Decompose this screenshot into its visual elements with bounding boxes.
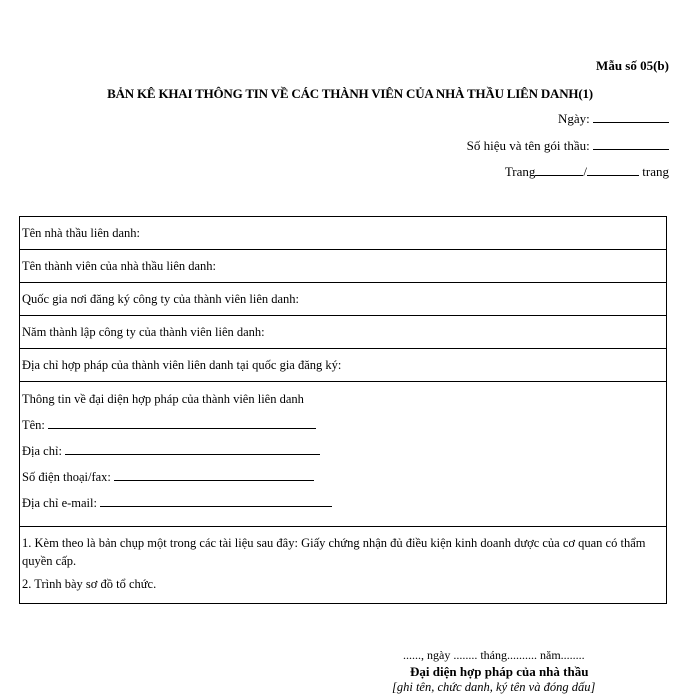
date-blank-line	[593, 112, 669, 123]
document-title: BẢN KÊ KHAI THÔNG TIN VỀ CÁC THÀNH VIÊN CỦA NHÀ THẦU LIÊN DANH(1)	[107, 86, 593, 101]
table-row	[20, 283, 667, 316]
page-field	[505, 164, 669, 180]
package-blank-line	[593, 139, 669, 150]
signature-date-line: ......, ngày ........ tháng.......... năm........	[403, 648, 585, 662]
representative-phone-blank-line	[114, 466, 314, 481]
note-attachment: 1. Kèm theo là bản chụp một trong các tài liệu sau đây: Giấy chứng nhận đủ điều kiện kinh doanh dược của cơ quan có thẩm quyền cấp.	[22, 536, 646, 568]
signer-instruction: [ghi tên, chức danh, ký tên và đóng dấu]	[392, 680, 596, 694]
table-row	[20, 316, 667, 349]
table-row	[20, 382, 667, 527]
page-suffix: trang	[642, 164, 669, 179]
table-row	[20, 349, 667, 382]
representative-email-label: Địa chỉ e-mail:	[22, 496, 97, 510]
page-total-blank-line	[587, 165, 639, 176]
table-row	[20, 527, 667, 604]
form-code: Mẫu số 05(b)	[596, 58, 669, 73]
date-label: Ngày:	[557, 111, 590, 126]
representative-phone-label: Số điện thoại/fax:	[22, 470, 111, 484]
representative-address-field	[22, 438, 664, 464]
representative-email-blank-line	[100, 492, 332, 507]
founding-year-field: Năm thành lập công ty của thành viên liên danh:	[20, 316, 667, 349]
package-field	[467, 138, 669, 154]
page-label: Trang	[504, 164, 536, 179]
representative-phone-field	[22, 464, 664, 490]
legal-address-field: Địa chỉ hợp pháp của thành viên liên danh tại quốc gia đăng ký:	[20, 349, 667, 382]
representative-name-field	[22, 412, 664, 438]
representative-email-field	[22, 490, 664, 516]
signer-title: Đại diện hợp pháp của nhà thầu	[410, 664, 589, 679]
table-row	[20, 250, 667, 283]
page-number-blank-line	[535, 165, 583, 176]
representative-heading: Thông tin về đại diện hợp pháp của thành viên liên danh	[22, 392, 304, 406]
page-separator: /	[583, 164, 588, 179]
date-field	[558, 111, 669, 127]
member-name-field: Tên thành viên của nhà thầu liên danh:	[20, 250, 667, 283]
representative-address-blank-line	[65, 440, 320, 455]
package-label: Số hiệu và tên gói thầu:	[466, 138, 590, 153]
joint-venture-name-field: Tên nhà thầu liên danh:	[20, 217, 667, 250]
representative-name-blank-line	[48, 414, 316, 429]
representative-info-cell	[20, 382, 667, 527]
representative-name-label: Tên:	[22, 418, 45, 432]
table-row	[20, 217, 667, 250]
member-info-table	[19, 216, 667, 604]
note-org-chart: 2. Trình bày sơ đồ tổ chức.	[22, 577, 157, 591]
representative-address-label: Địa chỉ:	[22, 444, 62, 458]
registration-country-field: Quốc gia nơi đăng ký công ty của thành viên liên danh:	[20, 283, 667, 316]
notes-cell	[20, 527, 667, 604]
